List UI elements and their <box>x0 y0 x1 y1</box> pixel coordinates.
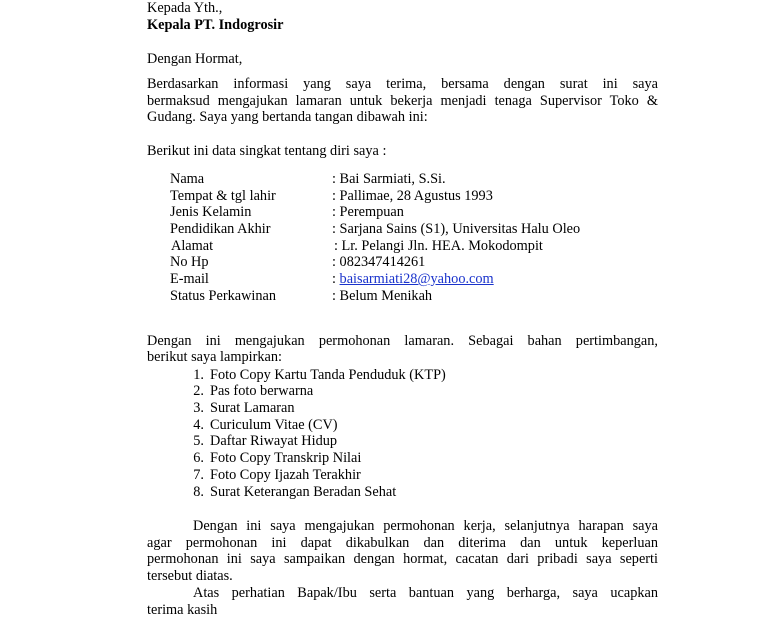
name-value: : Bai Sarmiati, S.Si. <box>332 171 446 187</box>
closing-line-1: Dengan ini saya mengajukan permohonan kerja, selanjutnya harapan saya <box>193 518 658 534</box>
intro-line-2: bermaksud mengajukan lamaran untuk bekerja menjadi tenaga Supervisor Toko & <box>147 93 658 109</box>
phone-value: : 082347414261 <box>332 254 426 270</box>
email-value-wrap <box>332 271 494 288</box>
status-value: : Belum Menikah <box>332 288 433 304</box>
phone-label: No Hp <box>170 254 209 270</box>
education-label: Pendidikan Akhir <box>170 221 271 237</box>
salutation: Kepada Yth., <box>147 0 223 16</box>
attach-intro-line-1: Dengan ini mengajukan permohonan lamaran. Sebagai bahan pertimbangan, <box>147 333 658 349</box>
closing-line-3: permohonan ini saya sampaikan dengan hormat, cacatan dari pribadi saya seperti <box>147 551 658 567</box>
education-value: : Sarjana Sains (S1), Universitas Halu Oleo <box>332 221 581 237</box>
greeting: Dengan Hormat, <box>147 51 243 67</box>
email-link[interactable]: baisarmiati28@yahoo.com <box>339 271 494 287</box>
data-intro: Berikut ini data singkat tentang diri saya : <box>147 143 387 159</box>
intro-line-3: Gudang. Saya yang bertanda tangan dibawah ini: <box>147 109 428 125</box>
gender-label: Jenis Kelamin <box>170 204 252 220</box>
gender-value: : Perempuan <box>332 204 404 220</box>
intro-line-1: Berdasarkan informasi yang saya terima, bersama dengan surat ini saya <box>147 76 658 92</box>
address-label: Alamat <box>171 238 214 254</box>
address-value: : Lr. Pelangi Jln. HEA. Mokodompit <box>334 238 543 254</box>
closing-line-5: Atas perhatian Bapak/Ibu serta bantuan yang berharga, saya ucapkan <box>193 585 658 601</box>
attach-intro-line-2: berikut saya lampirkan: <box>147 349 282 365</box>
status-label: Status Perkawinan <box>170 288 277 304</box>
email-colon: : <box>332 271 340 287</box>
birth-value: : Pallimae, 28 Agustus 1993 <box>332 188 493 204</box>
closing-line-6: terima kasih <box>147 602 218 618</box>
name-label: Nama <box>170 171 205 187</box>
closing-line-2: agar permohonan ini dapat dikabulkan dan diterima dan untuk keperluan <box>147 535 658 551</box>
email-label: E-mail <box>170 271 209 287</box>
closing-line-4: tersebut diatas. <box>147 568 233 584</box>
birth-label: Tempat & tgl lahir <box>170 188 276 204</box>
recipient: Kepala PT. Indogrosir <box>147 17 284 33</box>
